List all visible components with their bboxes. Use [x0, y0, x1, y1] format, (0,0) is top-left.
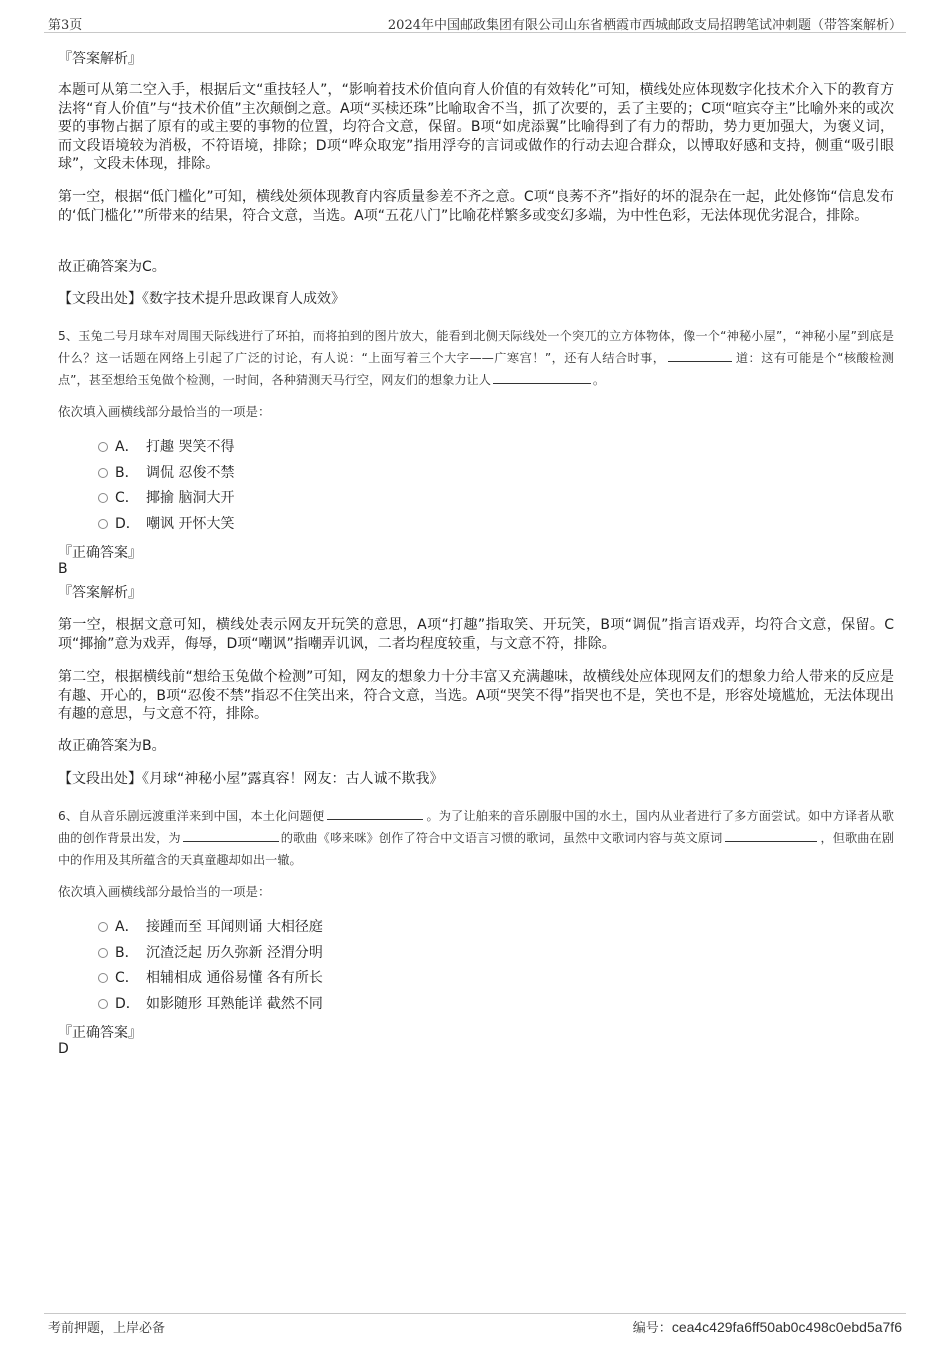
q4-source: 【文段出处】《数字技术提升思政课育人成效》 [58, 291, 345, 307]
q5-analysis-para-3: 故正确答案为B。 [58, 738, 166, 754]
q6-blank-1 [327, 807, 423, 820]
q5-analysis-label: 『答案解析』 [58, 585, 142, 601]
q4-analysis-label: 『答案解析』 [58, 51, 142, 67]
radio-icon[interactable] [98, 922, 108, 932]
radio-icon[interactable] [98, 442, 108, 452]
radio-icon[interactable] [98, 999, 108, 1009]
q5-answer: B [58, 561, 68, 577]
q6-blank-3 [725, 829, 817, 842]
footer-slogan: 考前押题，上岸必备 [48, 1321, 166, 1336]
q4-analysis-para-3: 故正确答案为C。 [58, 259, 166, 275]
q5-blank-1 [668, 349, 732, 362]
q5-source: 【文段出处】《月球“神秘小屋”露真容！网友：古人诚不欺我》 [58, 771, 444, 787]
q6-blank-2 [183, 829, 279, 842]
q5-options [98, 436, 498, 538]
q5-option-b[interactable]: B． 调侃 忍俊不禁 [98, 462, 498, 488]
q5-analysis-para-1: 第一空，根据文意可知，横线处表示网友开玩笑的意思，A项“打趣”指取笑、开玩笑，B项“调侃”指言语戏弄，均符合文意，保留。C项“揶揄”意为戏弄，侮辱，D项“嘲讽”指嘲弄讥讽，二者均程度较重，与文意不符，排除。 [58, 617, 894, 652]
document-title: 2024年中国邮政集团有限公司山东省栖霞市西城邮政支局招聘笔试冲刺题（带答案解析） [387, 18, 902, 33]
q5-analysis-para-2: 第二空，根据横线前“想给玉兔做个检测”可知，网友的想象力十分丰富又充满趣味，故横线处应体现网友们的想象力给人带来的反应是有趣、开心的，B项“忍俊不禁”指忍不住笑出来，符合文意，当选。A项“哭笑不得”指哭也不是，笑也不是，形容处境尴尬，无法体现出有趣的意思，与文意不符，排除。 [58, 669, 894, 722]
document-code: 编号：cea4c429fa6ff50ab0c498c0ebd5a7f6 [632, 1319, 902, 1336]
q4-analysis-para-1: 本题可从第二空入手，根据后文“重技轻人”，“影响着技术价值向育人价值的有效转化”可知，横线处应体现数字化技术介入下的教育方法将“育人价值”与“技术价值”主次颠倒之意。A项“买椟还珠”比喻取舍不当，抓了次要的，丢了主要的；C项“喧宾夺主”比喻外来的或次要的事物占据了原有的或主要的事物的位置，均符合文意，保留。B项“如虎添翼”比喻得到了有力的帮助，势力更加强大，为褒义词，而文段语境较为消极，不符语境，排除；D项“哗众取宠”指用浮夸的言词或做作的行动去迎合群众，以博取好感和支持，侧重“吸引眼球”，文段未体现，排除。 [58, 82, 894, 172]
page-footer [44, 1313, 906, 1336]
q5-option-d[interactable]: D． 嘲讽 开怀大笑 [98, 513, 498, 539]
q6-stem: 6、自从音乐剧远渡重洋来到中国，本土化问题便 。为了让舶来的音乐剧服中国的水土，国内从业者进行了多方面尝试。如中方译者从歌曲的创作背景出发，为 的歌曲《哆来咪》创作了符合中文语言习惯的歌词，虽然中文歌词内容与英文原词 ，但歌曲在剧中的作用及其所蕴含的天真童趣却如出一辙。 [58, 809, 895, 867]
radio-icon[interactable] [98, 973, 108, 983]
q5-prompt: 依次填入画横线部分最恰当的一项是： [58, 404, 271, 419]
radio-icon[interactable] [98, 948, 108, 958]
page-number: 第3页 [48, 18, 83, 33]
radio-icon[interactable] [98, 493, 108, 503]
radio-icon[interactable] [98, 468, 108, 478]
q6-options [98, 916, 498, 1018]
q6-option-b[interactable]: B． 沉渣泛起 历久弥新 泾渭分明 [98, 942, 498, 968]
q5-stem: 5、玉兔二号月球车对周围天际线进行了环拍，而将拍到的图片放大，能看到北侧天际线处一个突兀的立方体物体，像一个“神秘小屋”，“神秘小屋”到底是什么？这一话题在网络上引起了广泛的讨论，有人说：“上面写着三个大字——广寒宫！”，还有人结合时事， 道：这有可能是个“核酸检测点”，甚至想给玉兔做个检测，一时间，各种猜测天马行空，网友们的想象力让人 。 [58, 329, 894, 387]
page-header [44, 12, 906, 33]
q6-option-c[interactable]: C． 相辅相成 通俗易懂 各有所长 [98, 967, 498, 993]
q6-correct-label: 『正确答案』 [58, 1025, 142, 1041]
q4-analysis-para-2: 第一空，根据“低门槛化”可知，横线处须体现教育内容质量参差不齐之意。C项“良莠不齐”指好的坏的混杂在一起，此处修饰“信息发布的‘低门槛化’”所带来的结果，符合文意，当选。A项“五花八门”比喻花样繁多或变幻多端，为中性色彩，无法体现优劣混合，排除。 [58, 189, 894, 224]
radio-icon[interactable] [98, 519, 108, 529]
q6-option-a[interactable]: A． 接踵而至 耳闻则诵 大相径庭 [98, 916, 498, 942]
q6-prompt: 依次填入画横线部分最恰当的一项是： [58, 884, 271, 899]
q5-blank-2 [493, 371, 591, 384]
q6-option-d[interactable]: D． 如影随形 耳熟能详 截然不同 [98, 993, 498, 1019]
q6-answer: D [58, 1041, 69, 1057]
q5-option-a[interactable]: A． 打趣 哭笑不得 [98, 436, 498, 462]
q5-correct-label: 『正确答案』 [58, 545, 142, 561]
q5-option-c[interactable]: C． 揶揄 脑洞大开 [98, 487, 498, 513]
